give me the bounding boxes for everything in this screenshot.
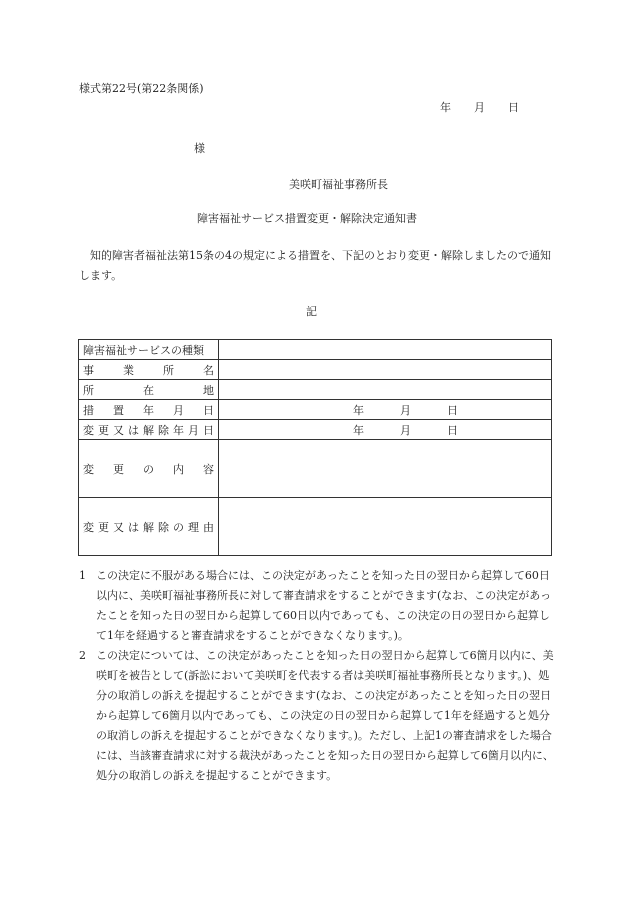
details-table (78, 339, 552, 556)
change-day: 日 (447, 423, 458, 437)
label-char: 措 (83, 403, 94, 417)
label-char: 理 (188, 520, 199, 534)
label-char: 日 (203, 423, 214, 437)
label-char: 容 (203, 462, 214, 476)
table-row (79, 498, 552, 556)
note-number: 1 (79, 569, 86, 582)
change-date-value (219, 420, 552, 440)
spread-label (83, 382, 214, 398)
intro-paragraph: 知的障害者福祉法第15条の4の規定による措置を、下記のとおり変更・解除しましたので通知します。 (79, 249, 551, 282)
label-char: 所 (163, 363, 174, 377)
measure-date-value (219, 400, 552, 420)
label-char: 変 (83, 520, 94, 534)
spread-label (83, 362, 214, 378)
measure-day: 日 (447, 403, 458, 417)
label-char: 事 (83, 363, 94, 377)
label-char: 内 (173, 462, 184, 476)
table-row (79, 360, 552, 380)
label-char: 又 (113, 520, 124, 534)
spread-label (83, 422, 214, 438)
label-char: 月 (188, 423, 199, 437)
label-char: 更 (98, 423, 109, 437)
note-number: 2 (79, 649, 86, 662)
label-char: 更 (98, 520, 109, 534)
label-char: 月 (173, 403, 184, 417)
note-text: この決定に不服がある場合には、この決定があったことを知った日の翌日から起算して60日以内に、美咲町福祉事務所長に対して審査請求をすることができます(なお、この決定があったことを知った日の翌日から起算して60日以内であっても、この決定の日の翌日から起算して1年を経過すると審査請求をすることができなくなります。)。 (96, 569, 552, 642)
form-number: 様式第22号(第22条関係) (79, 82, 204, 95)
label-char: 変 (83, 462, 94, 476)
measure-date-label (79, 400, 219, 420)
service-type-label: 障害福祉サービスの種類 (79, 340, 219, 360)
label-char: 年 (143, 403, 154, 417)
label-char: 解 (143, 520, 154, 534)
label-char: 由 (203, 520, 214, 534)
table-row (79, 420, 552, 440)
date-year: 年 (440, 101, 451, 114)
label-char: 地 (203, 383, 214, 397)
label-char: 除 (158, 423, 169, 437)
measure-year: 年 (353, 403, 364, 417)
change-date-label (79, 420, 219, 440)
label-char: は (128, 520, 139, 534)
table-row (79, 440, 552, 498)
change-reason-value (219, 498, 552, 556)
label-char: の (173, 520, 184, 534)
label-char: 解 (143, 423, 154, 437)
change-content-label (79, 440, 219, 498)
office-name-label (79, 360, 219, 380)
label-char: 除 (158, 520, 169, 534)
spread-label (83, 519, 214, 535)
label-char: 又 (113, 423, 124, 437)
date-day: 日 (508, 101, 519, 114)
label-char: 所 (83, 383, 94, 397)
label-char: 在 (143, 383, 154, 397)
address-label (79, 380, 219, 400)
label-char: 置 (113, 403, 124, 417)
spread-label (83, 461, 214, 477)
change-content-value (219, 440, 552, 498)
date-month: 月 (474, 101, 485, 114)
ki-heading: 記 (306, 305, 317, 318)
note-item (79, 566, 555, 646)
label-char: の (143, 462, 154, 476)
change-year: 年 (353, 423, 364, 437)
address-value (219, 380, 552, 400)
measure-month: 月 (400, 403, 411, 417)
addressee-suffix: 様 (194, 142, 205, 155)
label-char: 日 (203, 403, 214, 417)
table-row (79, 340, 552, 360)
label-char: 名 (203, 363, 214, 377)
notes (79, 566, 555, 786)
service-type-value (219, 340, 552, 360)
label-char: 変 (83, 423, 94, 437)
note-item (79, 646, 555, 786)
label-char: は (128, 423, 139, 437)
office-name-value (219, 360, 552, 380)
note-text: この決定については、この決定があったことを知った日の翌日から起算して6箇月以内に、美咲町を被告として(訴訟において美咲町を代表する者は美咲町福祉事務所長となります。)、処分の取消しの訴えを提起することができます(なお、この決定があったことを知った日の翌日から起算して6箇月以内であっても、この決定の日の翌日から起算して1年を経過すると処分の取消しの訴えを提起することができなくなります。)。ただし、上記1の審査請求をした場合には、当該審査請求に対する裁決があったことを知った日の翌日から起算して6箇月以内に、処分の取消しの訴えを提起することができます。 (96, 649, 554, 782)
issue-date (440, 99, 519, 115)
change-month: 月 (400, 423, 411, 437)
table-row (79, 400, 552, 420)
table-row (79, 380, 552, 400)
spread-label (83, 402, 214, 418)
change-reason-label (79, 498, 219, 556)
document-title: 障害福祉サービス措置変更・解除決定通知書 (197, 212, 417, 225)
label-char: 業 (123, 363, 134, 377)
label-char: 更 (113, 462, 124, 476)
issuer: 美咲町福祉事務所長 (289, 178, 388, 191)
label-char: 年 (173, 423, 184, 437)
